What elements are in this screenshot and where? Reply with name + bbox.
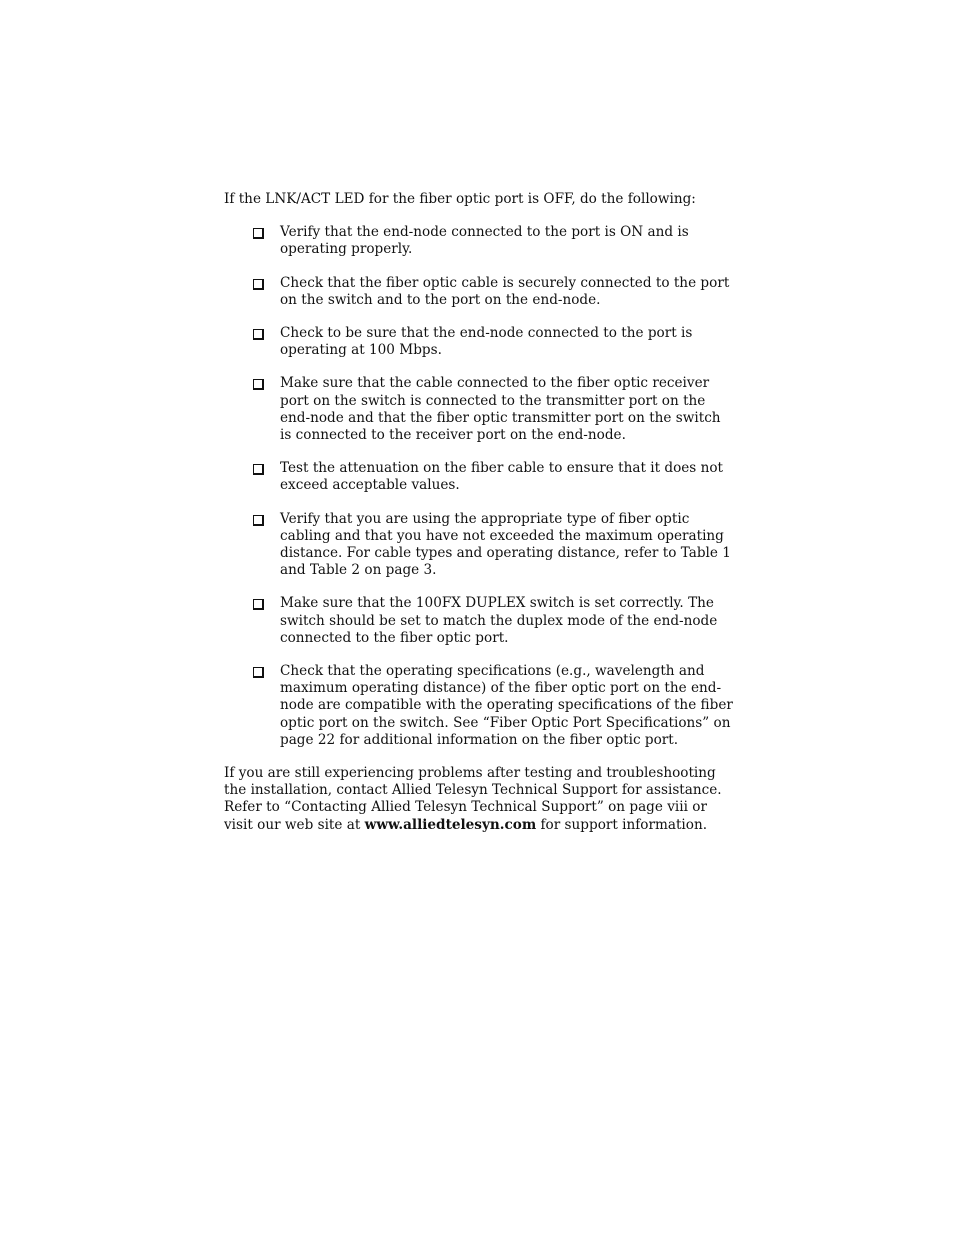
troubleshooting-checklist [224,224,734,749]
intro-paragraph: If the LNK/ACT LED for the fiber optic port is OFF, do the following: [224,191,696,207]
checklist-item-2 [224,275,734,309]
checklist-item-text: Make sure that the 100FX DUPLEX switch is set correctly. The switch should be set to match the duplex mode of the end-node connected to the fiber optic port. [280,595,718,646]
checkbox-icon [253,599,264,610]
checklist-item-3 [224,325,734,359]
checklist-item-text: Test the attenuation on the fiber cable to ensure that it does not exceed acceptable values. [280,460,723,494]
closing-text-before: If you are still experiencing problems after testing and troubleshooting the installation, contact Allied Telesyn Technical Support for assistance. Refer to “Contacting Allied Telesyn Technical Support” on page viii or visit our web site at [224,765,722,833]
checkbox-icon [253,515,264,526]
checklist-item-7 [224,595,734,647]
checklist-item-text: Verify that you are using the appropriate type of fiber optic cabling and that you have not exceeded the maximum operating distance. For cable types and operating distance, refer to Table 1 and Table 2 on page 3. [280,510,731,579]
checklist-item-text: Check to be sure that the end-node connected to the port is operating at 100 Mbps. [280,325,693,359]
checkbox-icon [253,329,264,340]
checklist-item-1 [224,224,734,258]
checkbox-icon [253,279,264,290]
checkbox-icon [253,667,264,678]
checkbox-icon [253,228,264,239]
checklist-item-6 [224,511,734,580]
website-link[interactable]: www.alliedtelesyn.com [364,816,537,833]
checklist-item-5 [224,460,734,494]
checklist-item-text: Make sure that the cable connected to the fiber optic receiver port on the switch is connected to the transmitter port on the end-node and that the fiber optic transmitter port on the switch is connected to the receiver port on the end-node. [280,375,721,444]
checklist-item-8 [224,663,734,749]
closing-paragraph [224,765,734,834]
closing-text-after: for support information. [536,816,708,833]
checklist-item-4 [224,375,734,444]
checkbox-icon [253,379,264,390]
checkbox-icon [253,464,264,475]
page-body [224,191,734,834]
checklist-item-text: Check that the operating specifications (e.g., wavelength and maximum operating distance) of the fiber optic port on the end-node are compatible with the operating specifications of the fiber optic port on the switch. See “Fiber Optic Port Specifications” on page 22 for additional information on the fiber optic port. [280,663,733,748]
checklist-item-text: Verify that the end-node connected to the port is ON and is operating properly. [280,224,689,258]
checklist-item-text: Check that the fiber optic cable is securely connected to the port on the switch and to the port on the end-node. [280,274,730,308]
